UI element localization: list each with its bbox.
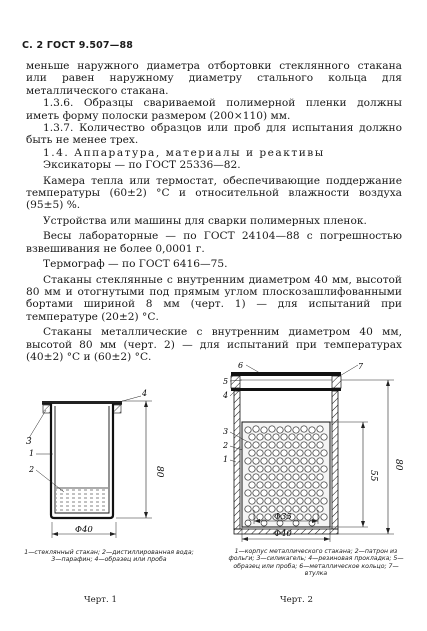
- dimension-outer-height-80: 80: [393, 459, 403, 471]
- callout-1: 1: [223, 455, 229, 464]
- paragraph-1-3-7: 1.3.7. Количество образцов или проб для испытания должно быть не менее трех.: [26, 122, 402, 147]
- callout-2: 2: [223, 441, 229, 450]
- callout-1: 1: [29, 449, 35, 458]
- dimension-height-80: 80: [154, 466, 164, 478]
- metal-ring: [231, 372, 341, 376]
- paragraph-scales: Весы лабораторные — по ГОСТ 24104—88 с погрешностью взвешивания не более 0,0001 г.: [26, 230, 402, 255]
- callout-3: 3: [223, 427, 229, 436]
- paragraph-metal-cups: Стаканы металлические с внутренним диаметром 40 мм, высотой 80 мм (черт. 2) — для испытаний при температурах (40±2) °С и (60±2) °С.: [26, 326, 402, 363]
- callout-7: 7: [358, 362, 364, 371]
- figure-1-label: Черт. 1: [84, 595, 117, 605]
- dimension-diameter-40: Φ40: [75, 525, 93, 535]
- rubber-gasket: [231, 388, 341, 391]
- section-heading-1-4: 1.4. Аппаратура, материалы и реактивы: [43, 146, 325, 159]
- paragraph-1-3-6: 1.3.6. Образцы свариваемой полимерной пленки должны иметь форму полоски размером (200×110) мм.: [26, 97, 402, 122]
- callout-4: 4: [223, 391, 229, 400]
- paragraph-chamber: Камера тепла или термостат, обеспечивающие поддержание температуры (60±2) °С и относительной влажности воздуха (95±5) %.: [26, 174, 402, 212]
- paragraph-welding: Устройства или машины для сварки полимерных пленок.: [43, 214, 367, 227]
- page-header: С. 2 ГОСТ 9.507—88: [22, 40, 134, 51]
- paragraph-desiccators: Эксикаторы — по ГОСТ 25336—82.: [43, 159, 241, 172]
- dimension-outer-diameter-40: Φ40: [274, 529, 292, 539]
- paragraph-thermograph: Термограф — по ГОСТ 6416—75.: [43, 258, 228, 271]
- dimension-inner-height-55: 55: [368, 470, 378, 482]
- dimension-inner-diameter-35: Φ35: [274, 512, 292, 522]
- callout-5: 5: [223, 377, 229, 386]
- sleeve: [231, 376, 240, 388]
- paraffin-seal: [43, 405, 51, 413]
- paragraph-glass-cups: Стаканы стеклянные с внутренним диаметром 40 мм, высотой 80 мм и отогнутыми под прямым углом плоскозашлифованными бортами шириной 8 мм (черт. 1) — для испытаний при температуре (20±2) °С.: [26, 273, 402, 323]
- film-sample: [42, 401, 122, 404]
- paragraph-continuation: меньше наружного диаметра отбортовки стеклянного стакана или равен наружному диаметру стального кольца для металлического стакана.: [26, 60, 402, 97]
- figure-2-diameter-dimensions: [230, 510, 340, 546]
- callout-2: 2: [29, 465, 35, 474]
- body-text: [26, 60, 402, 363]
- callout-6: 6: [238, 362, 244, 370]
- callout-4: 4: [142, 389, 148, 398]
- figure-2-caption: 1—корпус металлического стакана; 2—патрон из фольги; 3—силикагель; 4—резиновая прокладка; 5—образец или проба; 6—металлическое кольцо; 7—втулка: [228, 548, 404, 578]
- cup-body-wall: [234, 391, 240, 529]
- callout-3: 3: [26, 437, 32, 447]
- figure-1-caption: 1—стеклянный стакан; 2—дистиллированная вода; 3—парафин; 4—образец или проба: [24, 549, 194, 564]
- figure-2-label: Черт. 2: [280, 595, 313, 605]
- figure-1-diameter-dimension: [38, 522, 138, 546]
- figure-1-drawing: [24, 388, 184, 528]
